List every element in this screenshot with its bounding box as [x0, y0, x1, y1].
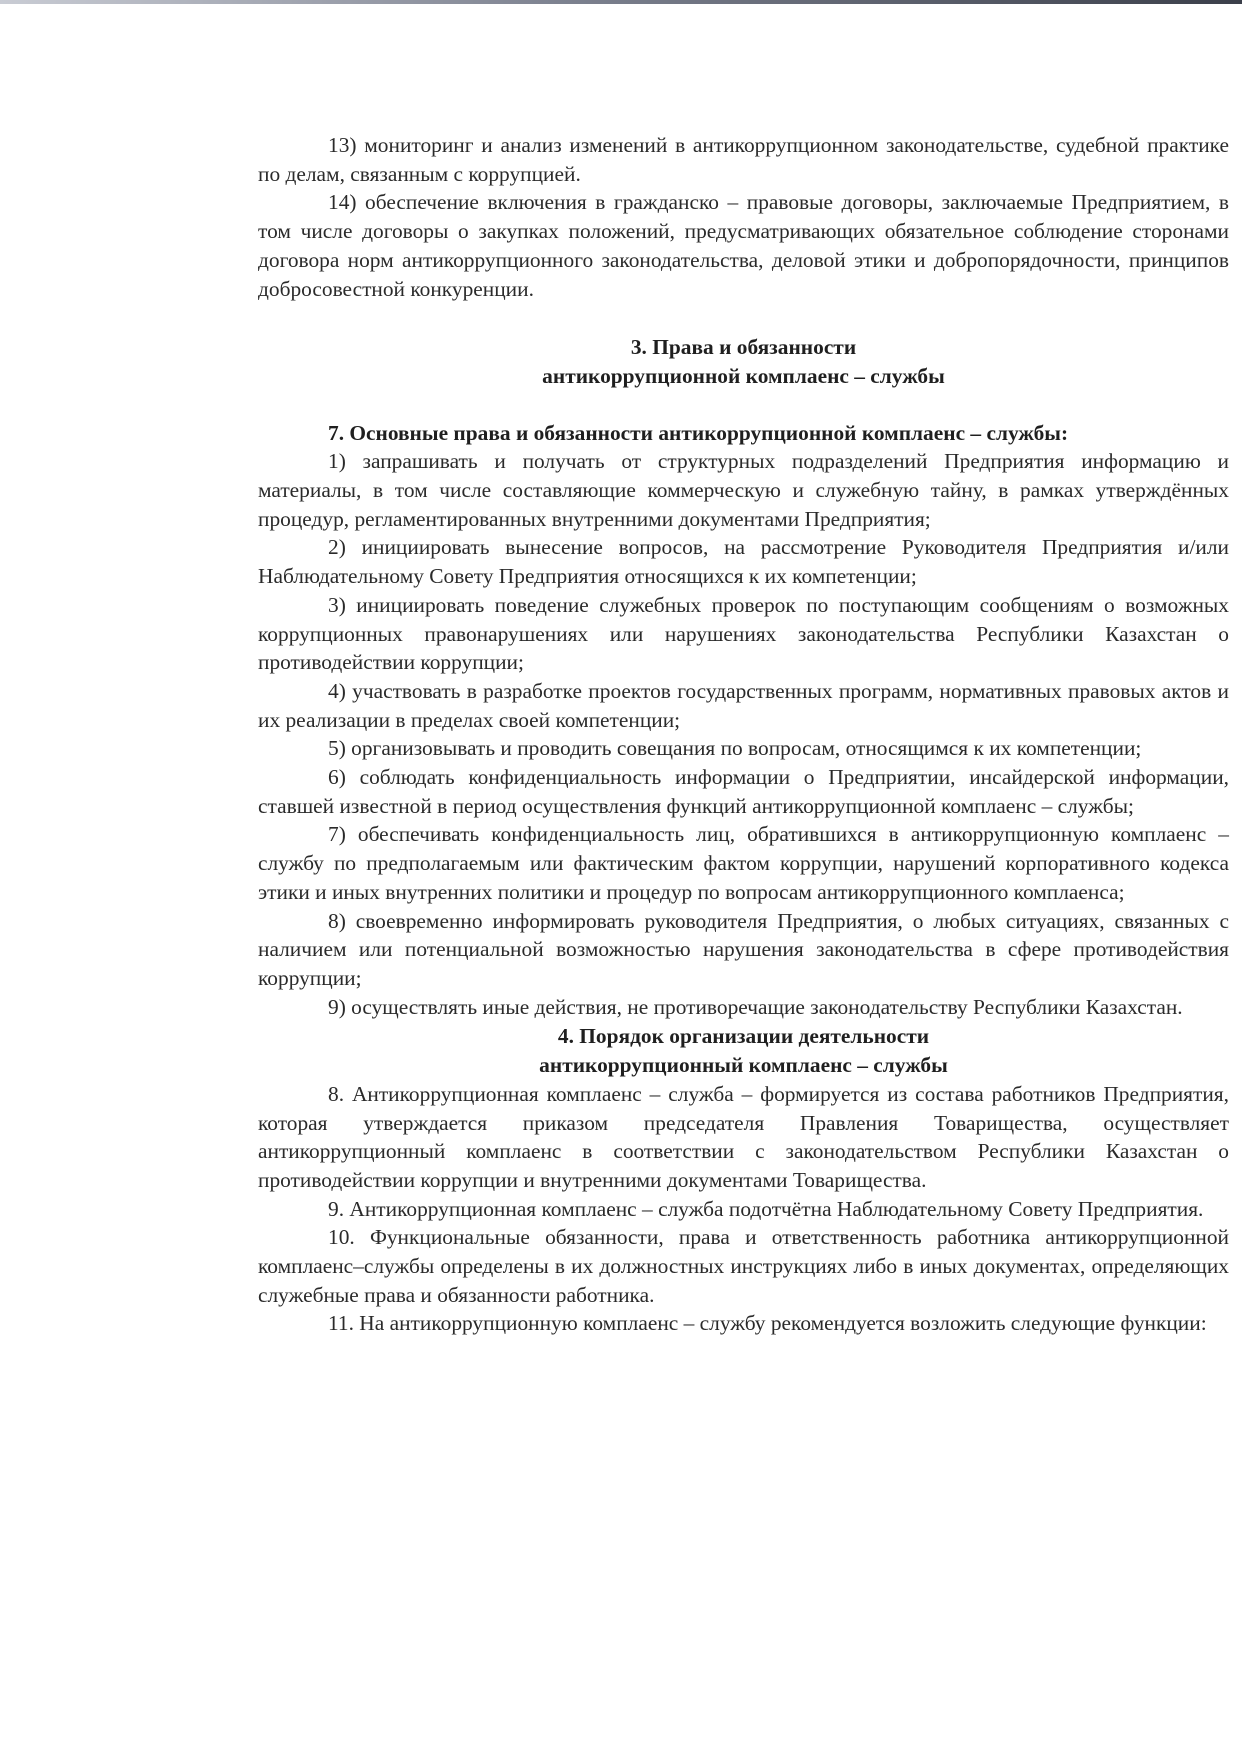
scan-edge: [0, 0, 1242, 4]
section3-item: 7) обеспечивать конфиденциальность лиц, обратившихся в антикоррупционную комплаенс – службу по предполагаемым или фактическим фактом коррупции, нарушений корпоративного кодекса этики и иных внутренних политики и процедур по вопросам антикоррупционного комплаенса;: [258, 822, 1229, 904]
section3-item: 4) участвовать в разработке проектов государственных программ, нормативных правовых актов и их реализации в пределах своей компетенции;: [258, 678, 1229, 732]
section3-item: 2) инициировать вынесение вопросов, на рассмотрение Руководителя Предприятия и/или Наблюдательному Совету Предприятия относящихся к их компетенции;: [258, 535, 1229, 589]
section3-item: 9) осуществлять иные действия, не противоречащие законодательству Республики Казахстан.: [328, 994, 1183, 1019]
section3-item: 3) инициировать поведение служебных проверок по поступающим сообщениям о возможных коррупционных правонарушениях или нарушениях законодательства Республики Казахстан о противодействии коррупции;: [258, 592, 1229, 675]
section4-item: 11. На антикоррупционную комплаенс – службу рекомендуется возложить следующие функции:: [328, 1311, 1207, 1336]
section3-item: 1) запрашивать и получать от структурных подразделений Предприятия информацию и материалы, в том числе составляющие коммерческую и служебную тайну, в рамках утверждённых процедур, регламентированных внутренними документами Предприятия;: [258, 449, 1229, 531]
section4-title-line1: 4. Порядок организации деятельности: [557, 1024, 930, 1049]
item7-heading: 7. Основные права и обязанности антикоррупционной комплаенс – службы:: [328, 420, 1069, 445]
paragraph-13: 13) мониторинг и анализ изменений в антикоррупционном законодательстве, судебной практике по делам, связанным с коррупцией.: [258, 133, 1229, 186]
section4-item: 9. Антикоррупционная комплаенс – служба подотчётна Наблюдательному Совету Предприятия.: [328, 1196, 1204, 1221]
section4-item: 8. Антикоррупционная комплаенс – служба – формируется из состава работников Предприятия, которая утверждается приказом председателя Правления Товарищества, осуществляет антикоррупционный комплаенс в соответствии с законодательством Республики Казахстан о противодействии коррупции и внутренними документами Товарищества.: [258, 1081, 1229, 1192]
section3-item: 5) организовывать и проводить совещания по вопросам, относящимся к их компетенции;: [328, 736, 1142, 761]
section4-item: 10. Функциональные обязанности, права и ответственность работника антикоррупционной комплаенс–службы определены в их должностных инструкциях либо в иных документах, определяющих служебные права и обязанности работника.: [258, 1225, 1229, 1307]
paragraph-14: 14) обеспечение включения в гражданско – правовые договоры, заключаемые Предприятием, в том числе договоры о закупках положений, предусматривающих обязательное соблюдение сторонами договора норм антикоррупционного законодательства, деловой этики и добропорядочности, принципов добросовестной конкуренции.: [258, 190, 1229, 301]
section3-item: 6) соблюдать конфиденциальность информации о Предприятии, инсайдерской информации, ставшей известной в период осуществления функций антикоррупционной комплаенс – службы;: [258, 765, 1229, 818]
section4-title-line2: антикоррупционный комплаенс – службы: [539, 1053, 948, 1078]
section3-title-line2: антикоррупционной комплаенс – службы: [542, 363, 945, 388]
document-page: [258, 131, 1229, 1338]
section3-title-line1: 3. Права и обязанности: [630, 335, 857, 360]
section3-item: 8) своевременно информировать руководителя Предприятия, о любых ситуациях, связанных с наличием или потенциальной возможностью нарушения законодательства в сфере противодействия коррупции;: [258, 908, 1229, 990]
